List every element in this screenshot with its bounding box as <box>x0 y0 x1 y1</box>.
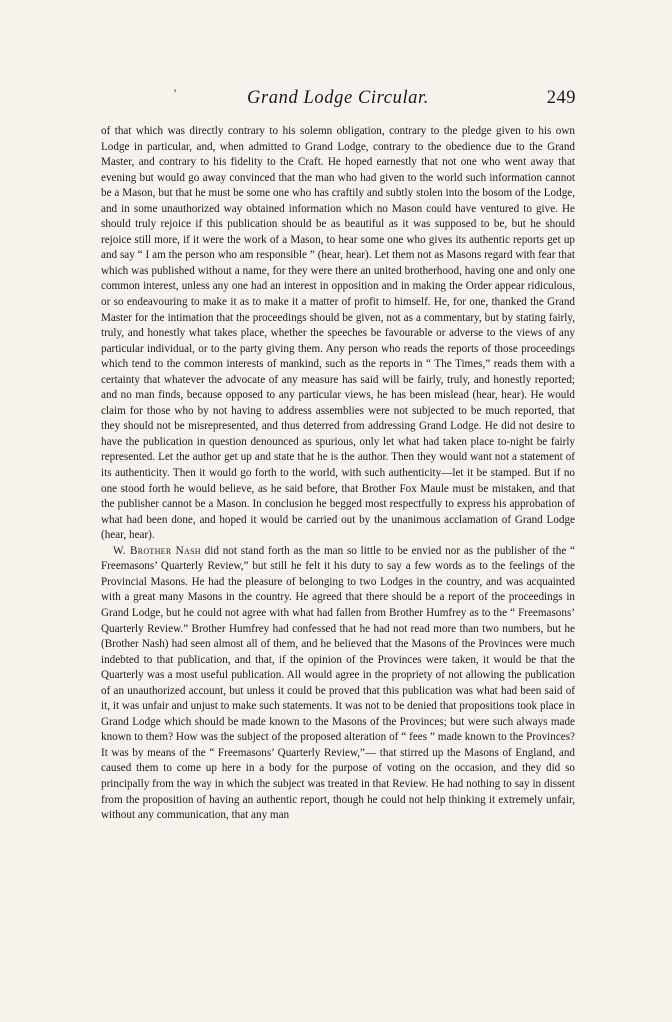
page-number: 249 <box>546 88 576 108</box>
paragraph-text: did not stand forth as the man so little to be envied nor as the publisher of the “ Freemasons’ Quarterly Review,” but still he felt it his duty to say a few words as to the feelings of the Provincial Masons. He had the pleasure of belonging to two Lodges in the country, and was acquainted with a great many Masons in the country. He agreed that there should be a report of the proceedings in Grand Lodge, but he could not agree with what had fallen from Brother Humfrey as to the “ Freemasons’ Quarterly Review.” Brother Humfrey had confessed that he had not read more than two numbers, but he (Brother Nash) had seen almost all of them, and he believed that the Masons of the Provinces were much indebted to that publication, and that, if the opinion of the Provinces were taken, it would be that the Quarterly was a most useful publication. All would agree in the propriety of not allowing the publication of an unauthorized account, but unless it could be proved that this publication was what had been said of it, it was unfair and unjust to make such statements. It was not to be denied that propositions took place in Grand Lodge which should be made known to the Masons of the Provinces; but were such always made known to them? How was the subject of the proposed alteration of “ fees ” made known to the Provinces? It was by means of the “ Freemasons’ Quarterly Review,”— that stirred up the Masons of England, and caused them to come up here in a body for the purpose of voting on the occasion, and they did so principally from the way in which the subject was treated in that Review. He had nothing to say in dissent from the proposition of having an authentic report, though he could not help thinking it extremely unfair, without any communication, that any man <box>101 544 576 822</box>
page-header <box>100 88 576 112</box>
speaker-name: W. Brother Nash <box>113 544 201 557</box>
body-text <box>101 124 575 824</box>
running-head: Grand Lodge Circular. <box>246 88 430 108</box>
paragraph <box>101 544 575 824</box>
paragraph-text: of that which was directly contrary to his solemn obligation, contrary to the pledge given to his own Lodge in particular, and, when admitted to Grand Lodge, contrary to the obedience due to the Grand Master, and contrary to his fidelity to the Craft. He hoped earnestly that not one who went away that evening but would go away convinced that the man who had given to the world such information cannot be a Mason, but that he must be some one who has craftily and subtly stolen into the bosom of the Lodge, and in some unauthorized way obtained information which no Mason could have ventured to give. He should truly rejoice if this publication should be as beautiful as it was supposed to be, but he should rejoice still more, if it were the work of a Mason, to hear some one who gives its authentic reports get up and say “ I am the person who am responsible ” (hear, hear). Let them not as Masons regard with fear that which was published without a name, for they were there an united brotherhood, having one and only one common interest, unless any one had an interest in opposition and in making the Order appear ridiculous, or so endeavouring to make it as to make it a matter of profit to himself. He, for one, thanked the Grand Master for the intimation that the proceedings should be given, not as a commentary, but by stating fairly, truly, and honestly what takes place, whether the speeches be favourable or adverse to the views of any particular individual, or to the party giving them. Any person who reads the reports of those proceedings which tend to the common interests of mankind, such as the reports in “ The Times,” reads them with a certainty that whatever the advocate of any measure has said will be fairly, truly, and honestly reported; and no man finds, because opposed to any particular views, he has been mislead (hear, hear). He would claim for those who by not having to address assemblies were not subjected to be much reported, that they should not be misrepresented, and thus deterred from addressing Grand Lodge. He did not desire to have the publication in question denounced as spurious, only let what had taken place to-night be fairly represented. Let the author get up and state that he is the author. Then they would want not a statement of its authenticity. Then it would go forth to the world, with such authenticity—let it be stamped. But if no one stood forth he would believe, as he said before, that Brother Fox Maule must be mistaken, and that the publisher cannot be a Mason. In conclusion he begged most respectfully to express his approbation of what had been done, and hoped it would be carried out by the unanimous acclamation of Grand Lodge (hear, hear). <box>101 125 575 542</box>
paragraph <box>101 124 575 544</box>
page-mark: ' <box>174 86 177 100</box>
